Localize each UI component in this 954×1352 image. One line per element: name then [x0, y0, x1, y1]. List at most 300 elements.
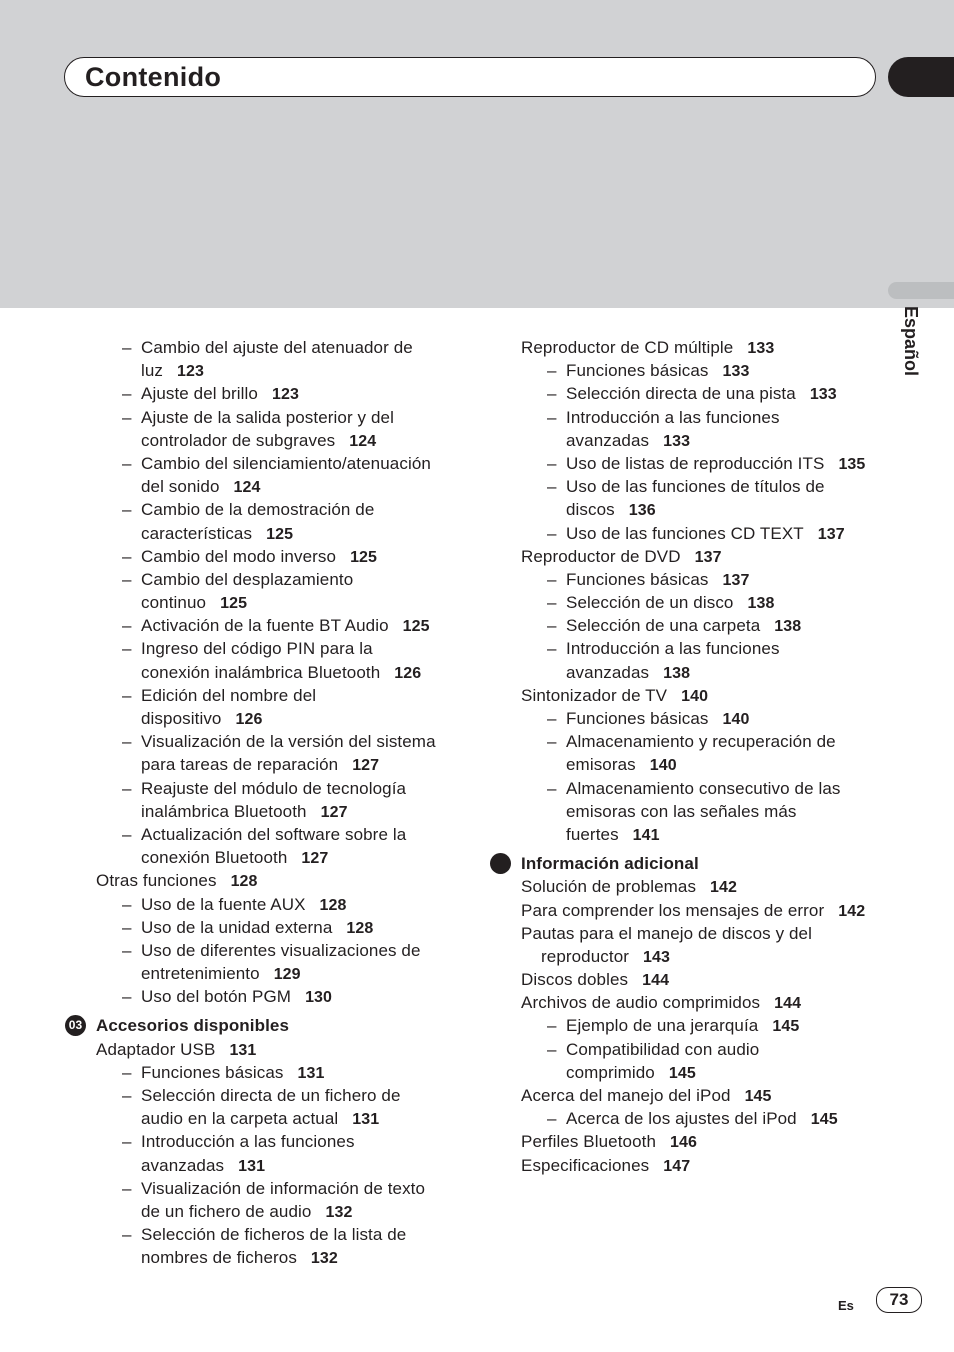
toc-text: conexión Bluetooth: [141, 848, 288, 868]
toc-text: Especificaciones: [521, 1155, 650, 1175]
toc-text: Actualización del software sobre la: [141, 824, 407, 844]
toc-line: [521, 968, 881, 991]
toc-text: Para comprender los mensajes de error: [521, 900, 825, 920]
toc-text: Uso de las funciones de títulos de: [566, 477, 825, 497]
dash-bullet: –: [122, 338, 132, 357]
toc-line: [521, 591, 881, 614]
toc-line: [96, 823, 456, 846]
page-ref: 126: [394, 664, 422, 682]
page-ref: 133: [747, 340, 775, 357]
toc-line: [96, 800, 456, 823]
toc-subentry[interactable]: [96, 406, 456, 452]
dash-bullet: –: [547, 616, 557, 636]
toc-entry[interactable]: [521, 1084, 881, 1107]
toc-line: [96, 545, 456, 568]
toc-subentry[interactable]: [521, 522, 881, 545]
toc-line: [521, 899, 881, 922]
toc-line: [96, 1223, 456, 1246]
page-ref: 128: [346, 919, 374, 937]
page-ref: 130: [305, 989, 333, 1007]
toc-line: [68, 1014, 456, 1037]
page-ref: 137: [694, 548, 722, 566]
page-ref: 132: [325, 1203, 353, 1221]
toc-line: [521, 336, 881, 359]
dash-bullet: –: [122, 1132, 132, 1152]
toc-line: [521, 475, 881, 498]
toc-line: [96, 637, 456, 660]
toc-text: Visualización de la versión del sistema: [141, 732, 436, 752]
toc-subentry[interactable]: [521, 1107, 881, 1130]
page-ref: 133: [809, 386, 837, 404]
dash-bullet: –: [547, 523, 557, 543]
page-ref: 140: [722, 711, 750, 728]
toc-line: [521, 429, 881, 452]
toc-subentry[interactable]: [96, 893, 456, 916]
dash-bullet: –: [547, 1016, 557, 1036]
toc-subentry[interactable]: [96, 614, 456, 637]
toc-text: Accesorios disponibles: [96, 1016, 290, 1036]
toc-text: Uso del botón PGM: [141, 987, 292, 1007]
page-ref: 145: [668, 1064, 696, 1082]
page-ref: 128: [230, 873, 258, 891]
toc-subentry[interactable]: [96, 545, 456, 568]
toc-text: Funciones básicas: [141, 1062, 284, 1082]
dash-bullet: –: [547, 407, 557, 427]
toc-line: [96, 568, 456, 591]
toc-text: Ingreso del código PIN para la: [141, 639, 373, 659]
toc-text: Reajuste del módulo de tecnología: [141, 778, 407, 798]
toc-line: [521, 777, 881, 800]
toc-line: [521, 1061, 881, 1084]
toc-subentry[interactable]: [96, 1223, 456, 1269]
toc-entry[interactable]: [521, 991, 881, 1014]
dash-bullet: –: [547, 453, 557, 473]
language-code: Es: [838, 1298, 854, 1313]
toc-line: [521, 753, 881, 776]
toc-subentry[interactable]: [521, 1014, 881, 1037]
toc-text: entretenimiento: [141, 964, 260, 984]
page-ref: 146: [670, 1134, 698, 1152]
page-number: 73: [876, 1287, 922, 1313]
toc-line: [521, 945, 881, 968]
toc-text: Discos dobles: [521, 970, 629, 990]
page-ref: 143: [643, 948, 671, 966]
toc-text: Cambio del ajuste del atenuador de: [141, 338, 413, 357]
toc-text: dispositivo: [141, 709, 222, 728]
toc-text: Reproductor de DVD: [521, 546, 681, 566]
toc-line: [521, 661, 881, 684]
toc-line: [521, 730, 881, 753]
toc-line: [521, 800, 881, 823]
toc-section[interactable]: [68, 1014, 456, 1037]
toc-text: Cambio del desplazamiento: [141, 569, 354, 589]
toc-line: [96, 962, 456, 985]
toc-subentry[interactable]: [96, 568, 456, 614]
toc-text: Reproductor de CD múltiple: [521, 338, 734, 357]
dash-bullet: –: [122, 1062, 132, 1082]
toc-line: [521, 452, 881, 475]
toc-line: [521, 568, 881, 591]
toc-text: Funciones básicas: [566, 569, 709, 589]
page-ref: 125: [266, 525, 294, 543]
dash-bullet: –: [547, 569, 557, 589]
page-ref: 142: [710, 879, 738, 897]
dash-bullet: –: [547, 709, 557, 728]
dash-bullet: –: [547, 361, 557, 381]
page-ref: 125: [220, 595, 248, 613]
toc-entry[interactable]: [521, 1130, 881, 1153]
toc-line: [96, 1107, 456, 1130]
toc-subentry[interactable]: [96, 1061, 456, 1084]
dash-bullet: –: [122, 453, 132, 473]
dash-bullet: –: [547, 477, 557, 497]
toc-subentry[interactable]: [521, 406, 881, 452]
toc-text: Uso de listas de reproducción ITS: [566, 453, 825, 473]
page-ref: 131: [238, 1157, 266, 1175]
toc-line: [96, 429, 456, 452]
page-ref: 125: [350, 548, 378, 566]
toc-line: [521, 1107, 881, 1130]
dash-bullet: –: [122, 940, 132, 960]
toc-line: [96, 1177, 456, 1200]
toc-text: nombres de ficheros: [141, 1248, 297, 1268]
toc-text: Perfiles Bluetooth: [521, 1132, 657, 1152]
toc-line: [96, 777, 456, 800]
page-title: Contenido: [85, 62, 222, 92]
toc-text: Introducción a las funciones: [566, 639, 780, 659]
page-ref: 123: [271, 386, 299, 404]
toc-line: [96, 1246, 456, 1269]
toc-text: Compatibilidad con audio: [566, 1039, 760, 1059]
page-ref: 144: [642, 972, 670, 990]
toc-subentry[interactable]: [96, 939, 456, 985]
toc-entry[interactable]: [521, 684, 881, 707]
page-ref: 147: [663, 1157, 691, 1175]
dash-bullet: –: [122, 685, 132, 705]
toc-text: Selección directa de un fichero de: [141, 1086, 401, 1105]
language-tab: [893, 306, 923, 396]
page-ref: 131: [352, 1111, 380, 1129]
toc-text: Acerca de los ajustes del iPod: [566, 1109, 797, 1129]
toc-text: avanzadas: [141, 1155, 225, 1175]
toc-subentry[interactable]: [96, 336, 456, 382]
dash-bullet: –: [547, 732, 557, 752]
toc-subentry[interactable]: [521, 777, 881, 847]
toc-text: Introducción a las funciones: [566, 407, 780, 427]
page-ref: 133: [722, 363, 750, 381]
dash-bullet: –: [122, 1086, 132, 1105]
toc-text: Almacenamiento y recuperación de: [566, 732, 836, 752]
toc-text: Pautas para el manejo de discos y del: [521, 923, 812, 943]
toc-text: reproductor: [541, 946, 630, 966]
toc-subentry[interactable]: [521, 637, 881, 683]
dash-bullet: –: [547, 1109, 557, 1129]
toc-subentry[interactable]: [96, 1177, 456, 1223]
dash-bullet: –: [122, 500, 132, 520]
toc-text: continuo: [141, 593, 207, 613]
toc-text: Ejemplo de una jerarquía: [566, 1016, 759, 1036]
toc-subentry[interactable]: [96, 823, 456, 869]
page-ref: 138: [747, 595, 775, 613]
dash-bullet: –: [122, 732, 132, 752]
dash-bullet: –: [122, 824, 132, 844]
toc-subentry[interactable]: [521, 730, 881, 776]
dash-bullet: –: [547, 384, 557, 404]
page-ref: 140: [649, 757, 677, 775]
page-ref: 124: [233, 479, 261, 497]
toc-left-column: [68, 336, 456, 1270]
dash-bullet: –: [122, 639, 132, 659]
dash-bullet: –: [547, 1039, 557, 1059]
page-ref: 129: [273, 966, 301, 984]
toc-text: Edición del nombre del: [141, 685, 317, 705]
toc-line: [96, 1061, 456, 1084]
toc-subentry[interactable]: [96, 684, 456, 730]
page-ref: 137: [817, 525, 845, 543]
toc-line: [96, 939, 456, 962]
dash-bullet: –: [122, 778, 132, 798]
toc-entry[interactable]: [521, 968, 881, 991]
section-badge: 03: [65, 1015, 86, 1036]
toc-text: Introducción a las funciones: [141, 1132, 355, 1152]
toc-line: [96, 753, 456, 776]
page-ref: 138: [774, 618, 802, 636]
toc-line: [521, 684, 881, 707]
toc-subentry[interactable]: [96, 1130, 456, 1176]
toc-entry[interactable]: [521, 899, 881, 922]
toc-text: Uso de la fuente AUX: [141, 894, 306, 914]
toc-line: [521, 1084, 881, 1107]
toc-line: [521, 359, 881, 382]
toc-entry[interactable]: [96, 869, 456, 892]
toc-text: Archivos de audio comprimidos: [521, 993, 761, 1013]
dash-bullet: –: [122, 407, 132, 427]
toc-line: [521, 875, 881, 898]
toc-entry[interactable]: [521, 1154, 881, 1177]
toc-subentry[interactable]: [96, 382, 456, 405]
toc-line: [96, 591, 456, 614]
toc-text: del sonido: [141, 477, 220, 497]
toc-text: Ajuste de la salida posterior y del: [141, 407, 394, 427]
toc-line: [96, 730, 456, 753]
dash-bullet: –: [122, 987, 132, 1007]
toc-subentry[interactable]: [96, 1084, 456, 1130]
page-ref: 127: [301, 850, 329, 868]
toc-text: comprimido: [566, 1062, 655, 1082]
toc-text: Almacenamiento consecutivo de las: [566, 778, 841, 798]
toc-line: [521, 382, 881, 405]
toc-line: [521, 1130, 881, 1153]
page-ref: 123: [177, 363, 205, 381]
toc-line: [96, 1084, 456, 1107]
page-ref: 133: [663, 432, 691, 450]
toc-line: [96, 498, 456, 521]
toc-line: [96, 893, 456, 916]
toc-line: [521, 637, 881, 660]
toc-line: [521, 1014, 881, 1037]
toc-subentry[interactable]: [96, 916, 456, 939]
toc-text: para tareas de reparación: [141, 755, 339, 775]
page-ref: 127: [320, 803, 348, 821]
toc-text: Sintonizador de TV: [521, 685, 668, 705]
dash-bullet: –: [122, 917, 132, 937]
dash-bullet: –: [547, 593, 557, 613]
toc-subentry[interactable]: [521, 568, 881, 591]
page-ref: 138: [663, 664, 691, 682]
toc-entry[interactable]: [521, 336, 881, 359]
toc-line: [521, 852, 881, 875]
toc-line: [96, 475, 456, 498]
toc-text: Visualización de información de texto: [141, 1178, 426, 1198]
toc-text: inalámbrica Bluetooth: [141, 801, 307, 821]
page-ref: 124: [349, 432, 377, 450]
toc-line: [96, 916, 456, 939]
title-box: [64, 57, 876, 97]
toc-subentry[interactable]: [521, 359, 881, 382]
page-ref: 135: [838, 455, 866, 473]
toc-text: Otras funciones: [96, 871, 217, 891]
page-ref: 136: [628, 502, 656, 520]
toc-line: [96, 707, 456, 730]
page-ref: 145: [810, 1111, 838, 1129]
toc-text: Selección de ficheros de la lista de: [141, 1225, 407, 1245]
toc-subentry[interactable]: [96, 498, 456, 544]
dash-bullet: –: [122, 569, 132, 589]
toc-text: Activación de la fuente BT Audio: [141, 616, 389, 636]
toc-line: [521, 545, 881, 568]
toc-line: [96, 1154, 456, 1177]
toc-text: Selección directa de una pista: [566, 384, 796, 404]
toc-subentry[interactable]: [96, 730, 456, 776]
chapter-tab: [888, 57, 954, 97]
language-label: Español: [901, 306, 921, 377]
header-band: [0, 0, 954, 308]
dash-bullet: –: [122, 384, 132, 404]
toc-line: [521, 707, 881, 730]
toc-line: [96, 1130, 456, 1153]
toc-text: controlador de subgraves: [141, 430, 336, 450]
dash-bullet: –: [122, 616, 132, 636]
section-badge: [490, 853, 511, 874]
toc-text: Acerca del manejo del iPod: [521, 1086, 731, 1105]
section-tab: [888, 282, 954, 299]
dash-bullet: –: [122, 546, 132, 566]
toc-line: [96, 452, 456, 475]
toc-text: luz: [141, 361, 164, 381]
toc-text: Cambio de la demostración de: [141, 500, 375, 520]
toc-text: audio en la carpeta actual: [141, 1109, 339, 1129]
dash-bullet: –: [122, 1225, 132, 1245]
page-ref: 125: [402, 618, 430, 636]
page-ref: 145: [744, 1088, 772, 1105]
toc-line: [521, 406, 881, 429]
toc-text: Uso de diferentes visualizaciones de: [141, 940, 421, 960]
toc-text: Ajuste del brillo: [141, 384, 258, 404]
toc-line: [96, 336, 456, 359]
toc-subentry[interactable]: [96, 452, 456, 498]
toc-line: [521, 498, 881, 521]
toc-entry[interactable]: [96, 1038, 456, 1061]
toc-line: [521, 823, 881, 846]
toc-line: [96, 614, 456, 637]
toc-text: Selección de un disco: [566, 593, 734, 613]
toc-text: Uso de la unidad externa: [141, 917, 333, 937]
toc-line: [96, 1200, 456, 1223]
toc-subentry[interactable]: [521, 452, 881, 475]
page-ref: 144: [774, 995, 802, 1013]
toc-text: Uso de las funciones CD TEXT: [566, 523, 804, 543]
toc-line: [521, 522, 881, 545]
toc-text: emisoras: [566, 755, 636, 775]
toc-line: [521, 922, 881, 945]
dash-bullet: –: [547, 639, 557, 659]
toc-line: [521, 614, 881, 637]
toc-entry[interactable]: [521, 922, 881, 968]
page-ref: 126: [235, 711, 263, 728]
dash-bullet: –: [122, 894, 132, 914]
page-ref: 141: [632, 826, 660, 844]
toc-subentry[interactable]: [521, 1038, 881, 1084]
toc-line: [521, 991, 881, 1014]
toc-subentry[interactable]: [96, 637, 456, 683]
toc-subentry[interactable]: [521, 475, 881, 521]
page-ref: 142: [838, 902, 866, 920]
toc-text: discos: [566, 500, 615, 520]
page-ref: 137: [722, 571, 750, 589]
toc-text: avanzadas: [566, 430, 650, 450]
toc-subentry[interactable]: [521, 591, 881, 614]
page-ref: 140: [681, 687, 709, 705]
page-ref: 131: [229, 1041, 257, 1059]
toc-entry[interactable]: [521, 545, 881, 568]
toc-text: Selección de una carpeta: [566, 616, 761, 636]
toc-text: conexión inalámbrica Bluetooth: [141, 662, 381, 682]
toc-text: Cambio del modo inverso: [141, 546, 337, 566]
toc-line: [521, 1154, 881, 1177]
page-ref: 128: [319, 896, 347, 914]
toc-text: características: [141, 523, 253, 543]
toc-line: [96, 382, 456, 405]
toc-text: de un fichero de audio: [141, 1201, 312, 1221]
toc-text: avanzadas: [566, 662, 650, 682]
toc-text: Funciones básicas: [566, 361, 709, 381]
toc-line: [96, 846, 456, 869]
dash-bullet: –: [547, 778, 557, 798]
toc-entry[interactable]: [521, 875, 881, 898]
dash-bullet: –: [122, 1178, 132, 1198]
toc-subentry[interactable]: [521, 707, 881, 730]
toc-text: Adaptador USB: [96, 1039, 216, 1059]
page-ref: 131: [297, 1064, 325, 1082]
toc-text: Cambio del silenciamiento/atenuación: [141, 453, 431, 473]
toc-subentry[interactable]: [96, 777, 456, 823]
toc-right-column: [521, 336, 881, 1177]
toc-line: [96, 406, 456, 429]
toc-section[interactable]: [521, 852, 881, 875]
toc-text: Información adicional: [521, 854, 699, 874]
toc-line: [96, 522, 456, 545]
toc-text: emisoras con las señales más: [566, 801, 797, 821]
toc-text: fuertes: [566, 824, 619, 844]
toc-subentry[interactable]: [521, 614, 881, 637]
toc-line: [96, 359, 456, 382]
page-ref: 132: [310, 1250, 338, 1268]
toc-subentry[interactable]: [96, 985, 456, 1008]
page-ref: 127: [352, 757, 380, 775]
toc-line: [96, 684, 456, 707]
page-ref: 145: [772, 1018, 800, 1036]
toc-subentry[interactable]: [521, 382, 881, 405]
